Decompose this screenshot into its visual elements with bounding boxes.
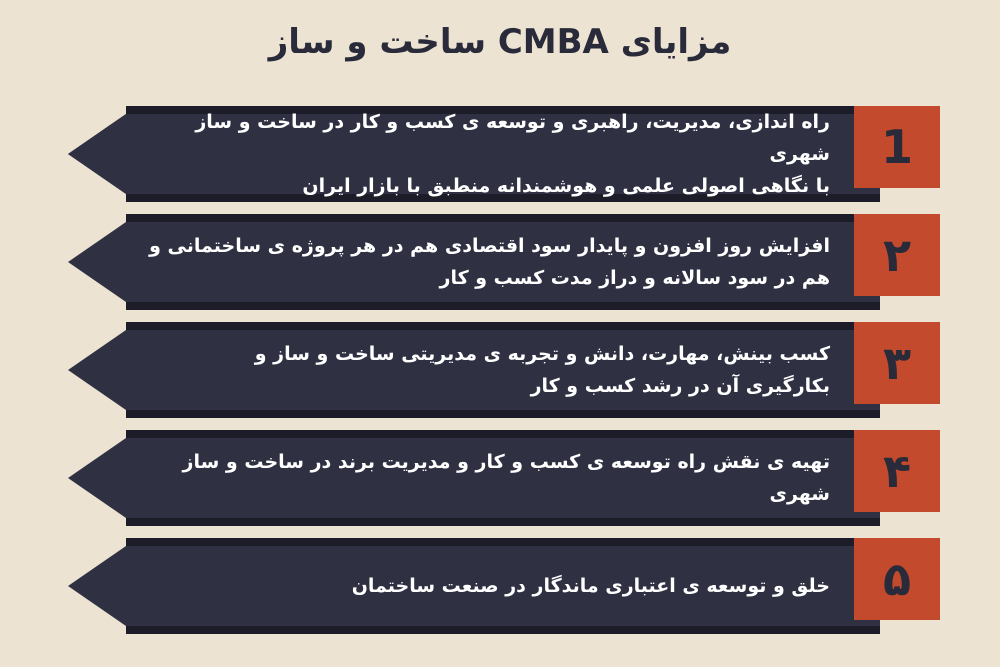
benefit-text: افزایش روز افزون و پایدار سود اقتصادی هم در هر پروژه ی ساختمانی و هم در سود سالانه و دراز مدت کسب و کار <box>149 235 830 289</box>
benefit-text: تهیه ی نقش راه توسعه ی کسب و کار و مدیریت برند در ساخت و ساز شهری <box>182 451 830 505</box>
page-title: مزایای CMBA ساخت و ساز <box>268 22 732 62</box>
benefit-row-2 <box>60 214 940 310</box>
benefit-text: کسب بینش، مهارت، دانش و تجربه ی مدیریتی ساخت و ساز و بکارگیری آن در رشد کسب و کار <box>254 343 830 397</box>
benefit-row-1 <box>60 106 940 202</box>
number-badge: ۵ <box>854 538 940 620</box>
benefit-row-4 <box>60 430 940 526</box>
number-badge: ۳ <box>854 322 940 404</box>
benefit-row-3 <box>60 322 940 418</box>
benefit-row-5 <box>60 538 940 634</box>
benefit-text: خلق و توسعه ی اعتباری ماندگار در صنعت ساختمان <box>351 575 830 597</box>
benefit-text: راه اندازی، مدیریت، راهبری و توسعه ی کسب و کار در ساخت و ساز شهری با نگاهی اصولی علمی و هوشمندانه منطبق با بازار ایران <box>195 111 830 197</box>
number-badge: 1 <box>854 106 940 188</box>
number-badge: ۲ <box>854 214 940 296</box>
number-badge: ۴ <box>854 430 940 512</box>
